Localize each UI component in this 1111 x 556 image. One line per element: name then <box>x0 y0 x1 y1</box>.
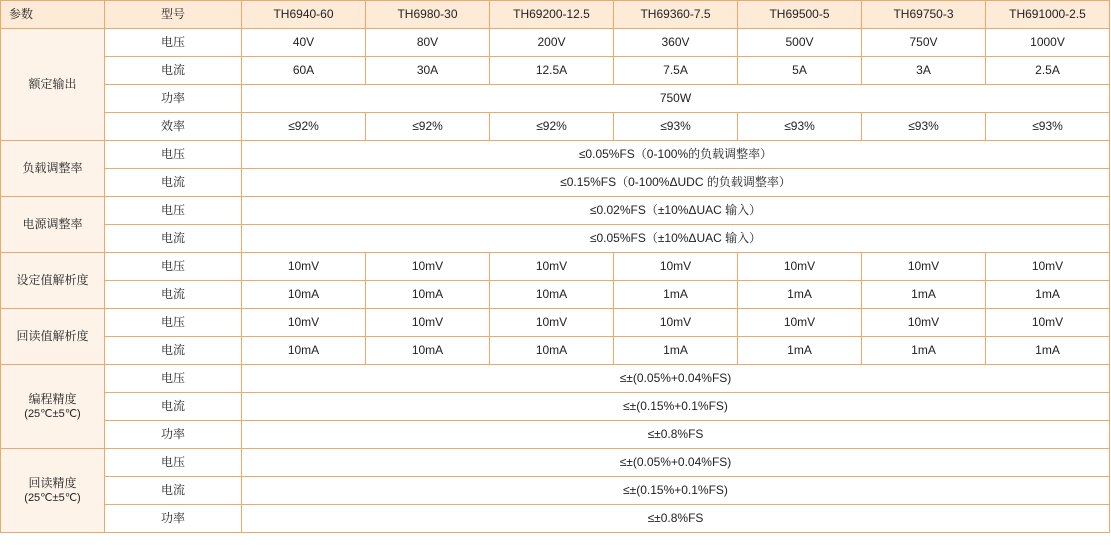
row-group-label-main: 编程精度 <box>28 392 77 407</box>
cell-value: 10mV <box>242 253 366 281</box>
column-header: TH691000-2.5 <box>986 1 1110 29</box>
row-group-label-main: 额定输出 <box>28 77 77 92</box>
cell-value: 360V <box>614 29 738 57</box>
row-group-label <box>1 253 105 309</box>
row-sub-label: 功率 <box>105 505 242 533</box>
table-row <box>1 505 1110 533</box>
cell-value: 1mA <box>862 337 986 365</box>
table-row <box>1 225 1110 253</box>
cell-value: 2.5A <box>986 57 1110 85</box>
cell-value: 500V <box>738 29 862 57</box>
cell-value: 10mA <box>242 281 366 309</box>
table-row <box>1 85 1110 113</box>
cell-value: ≤±0.8%FS <box>242 421 1110 449</box>
cell-value: 3A <box>862 57 986 85</box>
table-row <box>1 365 1110 393</box>
cell-value: 1000V <box>986 29 1110 57</box>
cell-value: 30A <box>366 57 490 85</box>
row-group-label-note: (25℃±5℃) <box>24 492 81 505</box>
cell-value: 10mA <box>242 337 366 365</box>
table-row <box>1 337 1110 365</box>
row-group-label <box>1 449 105 533</box>
cell-value: 10mV <box>242 309 366 337</box>
cell-value: 750W <box>242 85 1110 113</box>
table-row <box>1 449 1110 477</box>
column-header: TH6980-30 <box>366 1 490 29</box>
cell-value: 10mA <box>490 281 614 309</box>
row-group-label-main: 回读精度 <box>28 476 77 491</box>
row-sub-label: 电压 <box>105 309 242 337</box>
cell-value: ≤93% <box>862 113 986 141</box>
cell-value: ≤±(0.15%+0.1%FS) <box>242 393 1110 421</box>
cell-value: 10mA <box>490 337 614 365</box>
table-row <box>1 393 1110 421</box>
cell-value: 1mA <box>738 281 862 309</box>
row-sub-label: 电压 <box>105 253 242 281</box>
row-group-label <box>1 141 105 197</box>
row-sub-label: 电流 <box>105 337 242 365</box>
table-row <box>1 141 1110 169</box>
row-group-label-main: 电源调整率 <box>22 217 83 232</box>
row-group-label-main: 负载调整率 <box>22 161 83 176</box>
table-row <box>1 29 1110 57</box>
cell-value: 10mV <box>614 253 738 281</box>
row-group-label <box>1 365 105 449</box>
row-sub-label: 电流 <box>105 169 242 197</box>
cell-value: 5A <box>738 57 862 85</box>
row-group-label <box>1 309 105 365</box>
cell-value: ≤±(0.15%+0.1%FS) <box>242 477 1110 505</box>
cell-value: 200V <box>490 29 614 57</box>
table-row <box>1 57 1110 85</box>
cell-value: ≤93% <box>738 113 862 141</box>
column-header: TH6940-60 <box>242 1 366 29</box>
row-group-label <box>1 197 105 253</box>
cell-value: 10mV <box>738 253 862 281</box>
row-sub-label: 电压 <box>105 141 242 169</box>
row-group-label-note: (25℃±5℃) <box>24 408 81 421</box>
cell-value: 40V <box>242 29 366 57</box>
cell-value: ≤±0.8%FS <box>242 505 1110 533</box>
cell-value: 1mA <box>986 281 1110 309</box>
table-row <box>1 169 1110 197</box>
cell-value: ≤92% <box>490 113 614 141</box>
cell-value: 1mA <box>738 337 862 365</box>
cell-value: 10mV <box>738 309 862 337</box>
column-header: TH69200-12.5 <box>490 1 614 29</box>
cell-value: 10mA <box>366 337 490 365</box>
cell-value: 10mA <box>366 281 490 309</box>
cell-value: 10mV <box>986 309 1110 337</box>
cell-value: 1mA <box>862 281 986 309</box>
cell-value: ≤92% <box>242 113 366 141</box>
row-group-label-main: 回读值解析度 <box>16 329 89 344</box>
row-sub-label: 电压 <box>105 197 242 225</box>
table-row <box>1 421 1110 449</box>
cell-value: 10mV <box>366 253 490 281</box>
cell-value: 12.5A <box>490 57 614 85</box>
cell-value: 10mV <box>366 309 490 337</box>
row-sub-label: 功率 <box>105 85 242 113</box>
cell-value: 1mA <box>614 337 738 365</box>
row-sub-label: 功率 <box>105 421 242 449</box>
table-row <box>1 253 1110 281</box>
row-sub-label: 电流 <box>105 225 242 253</box>
row-sub-label: 电流 <box>105 477 242 505</box>
cell-value: 10mV <box>986 253 1110 281</box>
column-header: TH69750-3 <box>862 1 986 29</box>
cell-value: 7.5A <box>614 57 738 85</box>
cell-value: 10mV <box>862 253 986 281</box>
column-header: TH69360-7.5 <box>614 1 738 29</box>
cell-value: ≤0.02%FS（±10%ΔUAC 输入） <box>242 197 1110 225</box>
cell-value: ≤92% <box>366 113 490 141</box>
row-sub-label: 电流 <box>105 57 242 85</box>
row-sub-label: 效率 <box>105 113 242 141</box>
cell-value: ≤0.15%FS（0-100%ΔUDC 的负载调整率） <box>242 169 1110 197</box>
row-sub-label: 电压 <box>105 29 242 57</box>
cell-value: ≤±(0.05%+0.04%FS) <box>242 365 1110 393</box>
row-group-label-main: 设定值解析度 <box>16 273 89 288</box>
table-row <box>1 477 1110 505</box>
cell-value: 1mA <box>986 337 1110 365</box>
cell-value: ≤93% <box>986 113 1110 141</box>
cell-value: ≤93% <box>614 113 738 141</box>
row-sub-label: 电流 <box>105 393 242 421</box>
cell-value: 750V <box>862 29 986 57</box>
row-sub-label: 电流 <box>105 281 242 309</box>
table-row <box>1 281 1110 309</box>
table-header-row <box>1 1 1110 29</box>
column-header: 型号 <box>105 1 242 29</box>
cell-value: 60A <box>242 57 366 85</box>
table-row <box>1 309 1110 337</box>
cell-value: 80V <box>366 29 490 57</box>
cell-value: 10mV <box>614 309 738 337</box>
table-row <box>1 113 1110 141</box>
row-group-label <box>1 29 105 141</box>
row-sub-label: 电压 <box>105 449 242 477</box>
cell-value: ≤±(0.05%+0.04%FS) <box>242 449 1110 477</box>
table-body <box>1 1 1110 533</box>
column-header: 参数 <box>1 1 105 29</box>
cell-value: 10mV <box>490 309 614 337</box>
row-sub-label: 电压 <box>105 365 242 393</box>
cell-value: 10mV <box>862 309 986 337</box>
cell-value: 1mA <box>614 281 738 309</box>
cell-value: 10mV <box>490 253 614 281</box>
table-row <box>1 197 1110 225</box>
cell-value: ≤0.05%FS（0-100%的负载调整率） <box>242 141 1110 169</box>
cell-value: ≤0.05%FS（±10%ΔUAC 输入） <box>242 225 1110 253</box>
column-header: TH69500-5 <box>738 1 862 29</box>
